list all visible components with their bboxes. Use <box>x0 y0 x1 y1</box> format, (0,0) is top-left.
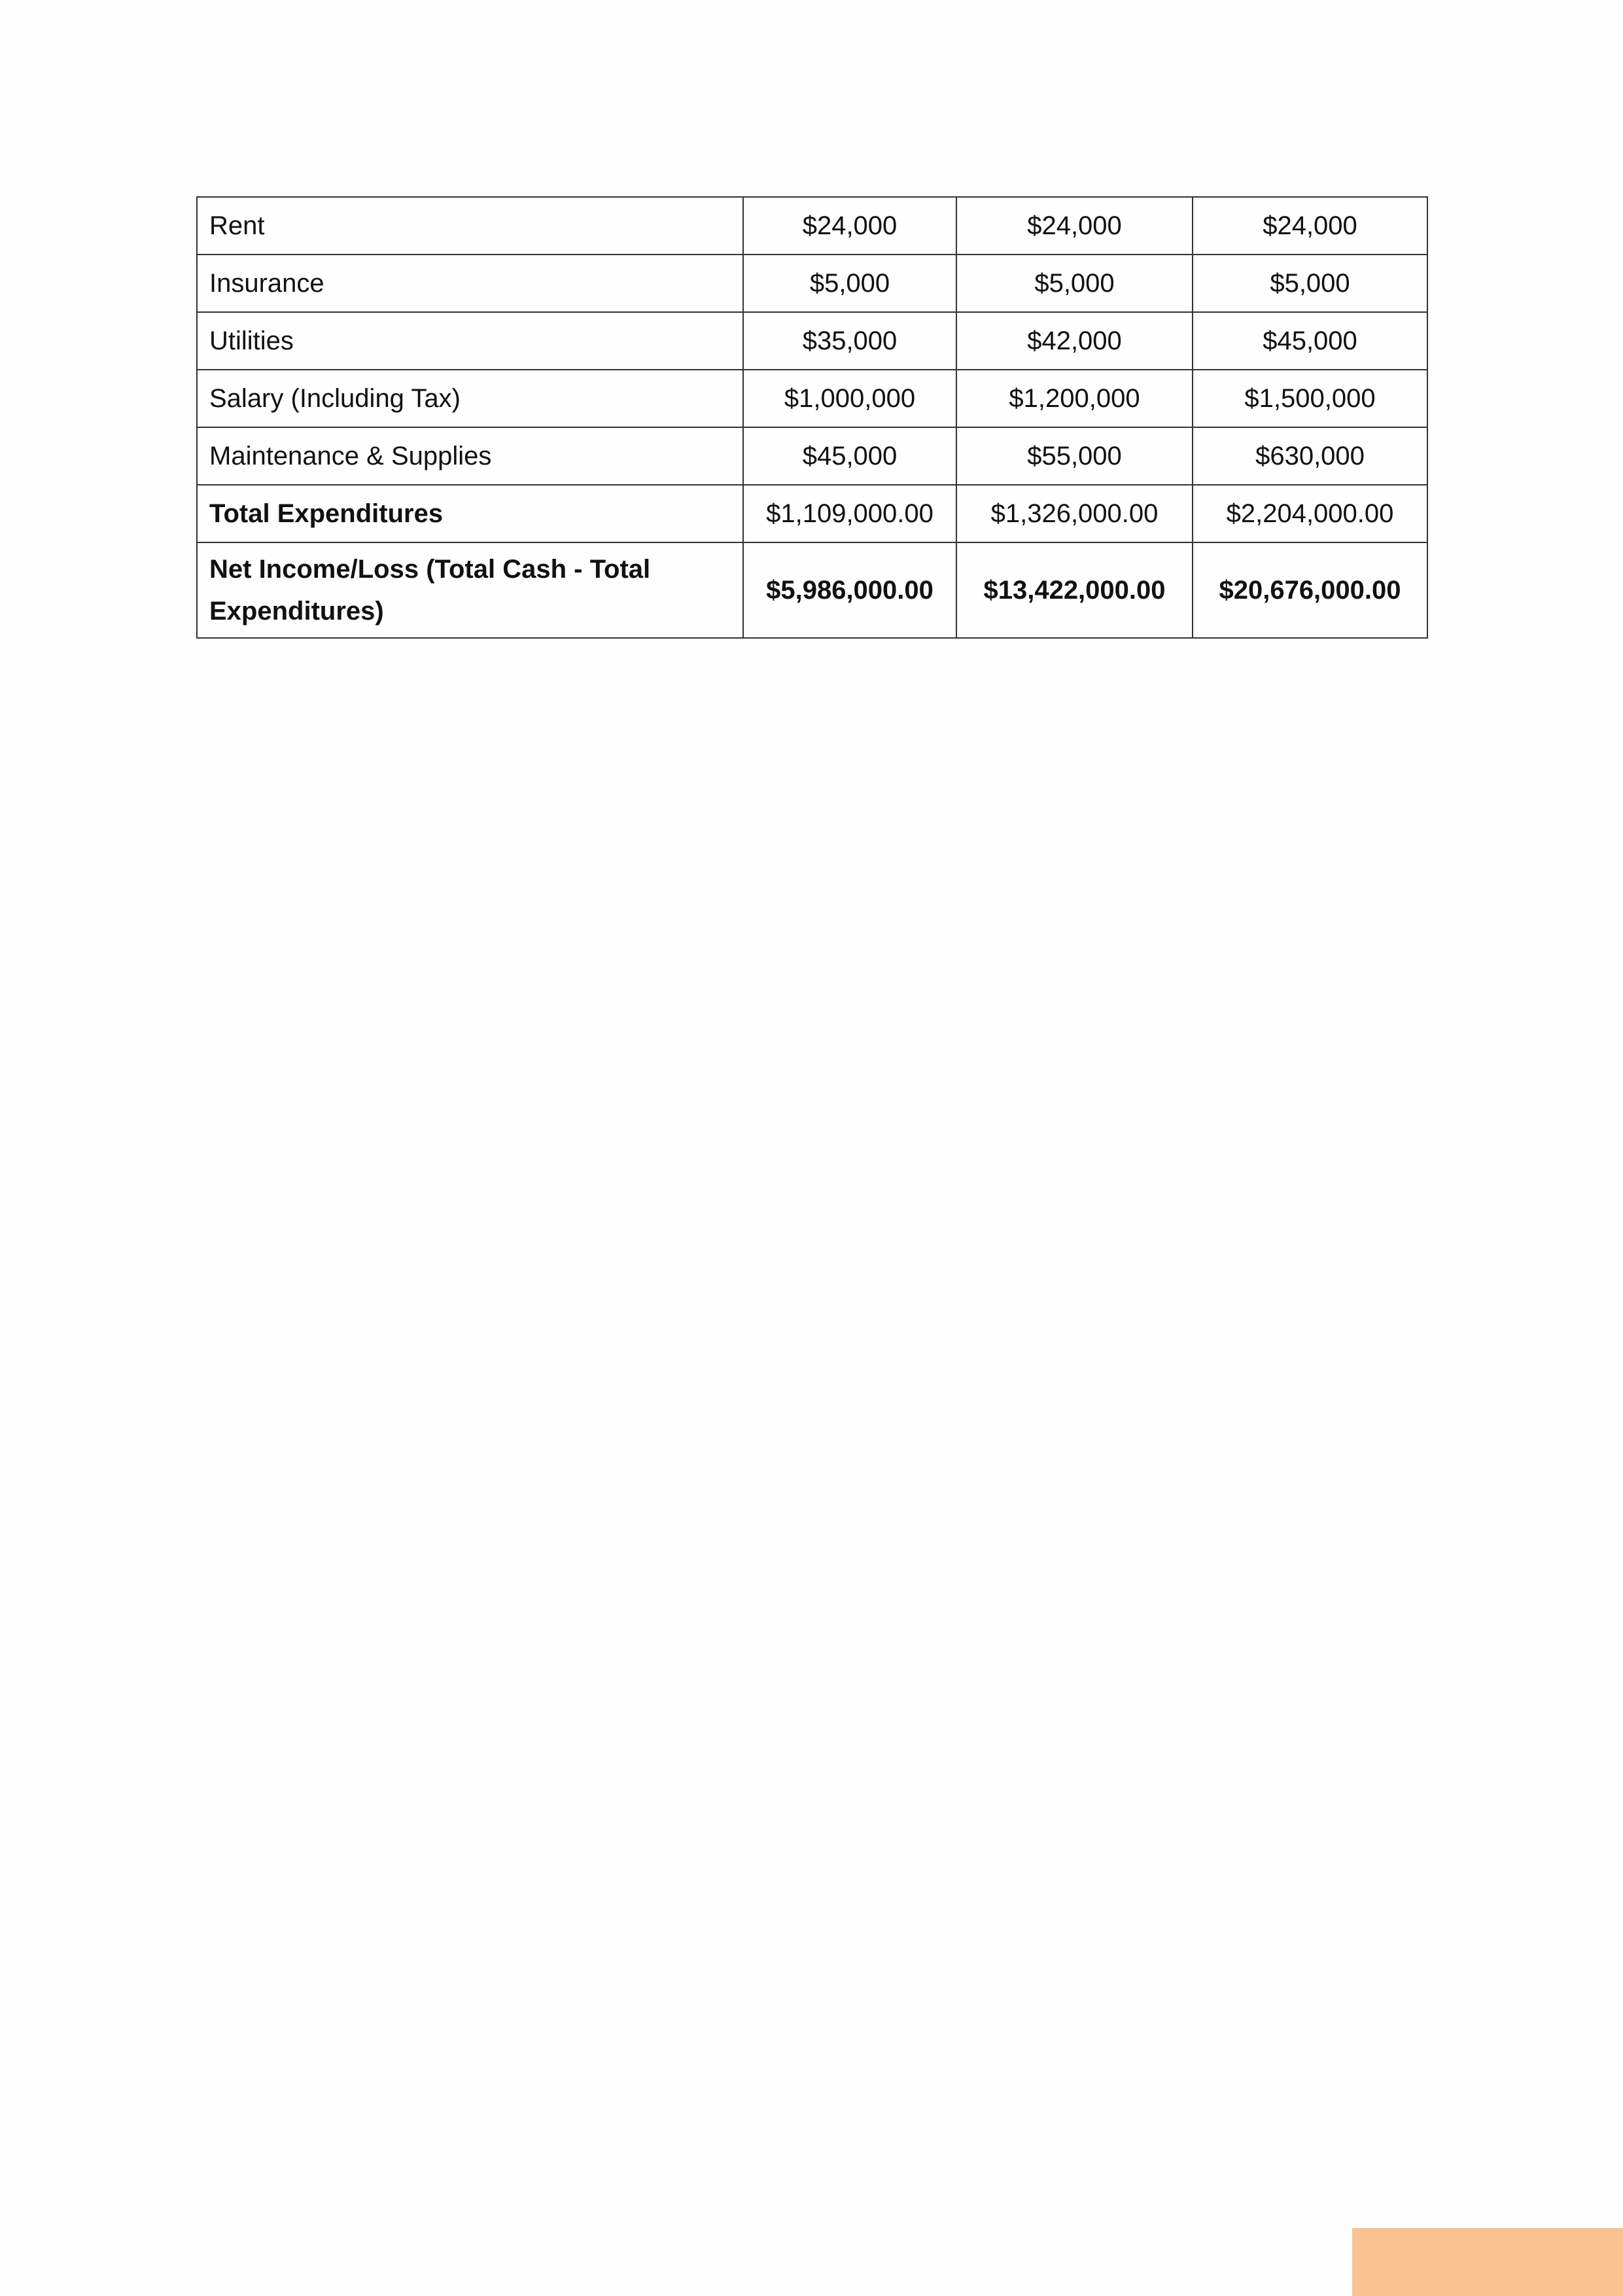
row-label: Total Expenditures <box>197 485 743 542</box>
row-label: Rent <box>197 197 743 255</box>
year-2-value: $1,326,000.00 <box>956 485 1193 542</box>
year-1-value: $45,000 <box>743 427 956 485</box>
year-3-value: $630,000 <box>1193 427 1427 485</box>
table-row-maintenance <box>197 427 1427 485</box>
year-3-value: $45,000 <box>1193 312 1427 370</box>
table-row-salary <box>197 370 1427 427</box>
year-2-value: $42,000 <box>956 312 1193 370</box>
year-3-value: $5,000 <box>1193 255 1427 312</box>
row-label: Salary (Including Tax) <box>197 370 743 427</box>
year-2-value: $1,200,000 <box>956 370 1193 427</box>
table-row-utilities <box>197 312 1427 370</box>
row-label: Insurance <box>197 255 743 312</box>
year-1-value: $5,000 <box>743 255 956 312</box>
expenditure-table <box>196 196 1428 639</box>
row-label: Utilities <box>197 312 743 370</box>
year-3-value: $20,676,000.00 <box>1193 542 1427 638</box>
year-3-value: $1,500,000 <box>1193 370 1427 427</box>
row-label: Net Income/Loss (Total Cash - Total Expenditures) <box>197 542 743 638</box>
year-3-value: $2,204,000.00 <box>1193 485 1427 542</box>
table-row-net-income <box>197 542 1427 638</box>
year-2-value: $5,000 <box>956 255 1193 312</box>
year-2-value: $13,422,000.00 <box>956 542 1193 638</box>
year-1-value: $24,000 <box>743 197 956 255</box>
table-row-rent <box>197 197 1427 255</box>
table-row-insurance <box>197 255 1427 312</box>
year-3-value: $24,000 <box>1193 197 1427 255</box>
year-1-value: $1,000,000 <box>743 370 956 427</box>
corner-decoration <box>1352 2228 1623 2296</box>
row-label: Maintenance & Supplies <box>197 427 743 485</box>
year-1-value: $35,000 <box>743 312 956 370</box>
table-row-total-expenditures <box>197 485 1427 542</box>
year-1-value: $5,986,000.00 <box>743 542 956 638</box>
year-2-value: $24,000 <box>956 197 1193 255</box>
year-2-value: $55,000 <box>956 427 1193 485</box>
year-1-value: $1,109,000.00 <box>743 485 956 542</box>
